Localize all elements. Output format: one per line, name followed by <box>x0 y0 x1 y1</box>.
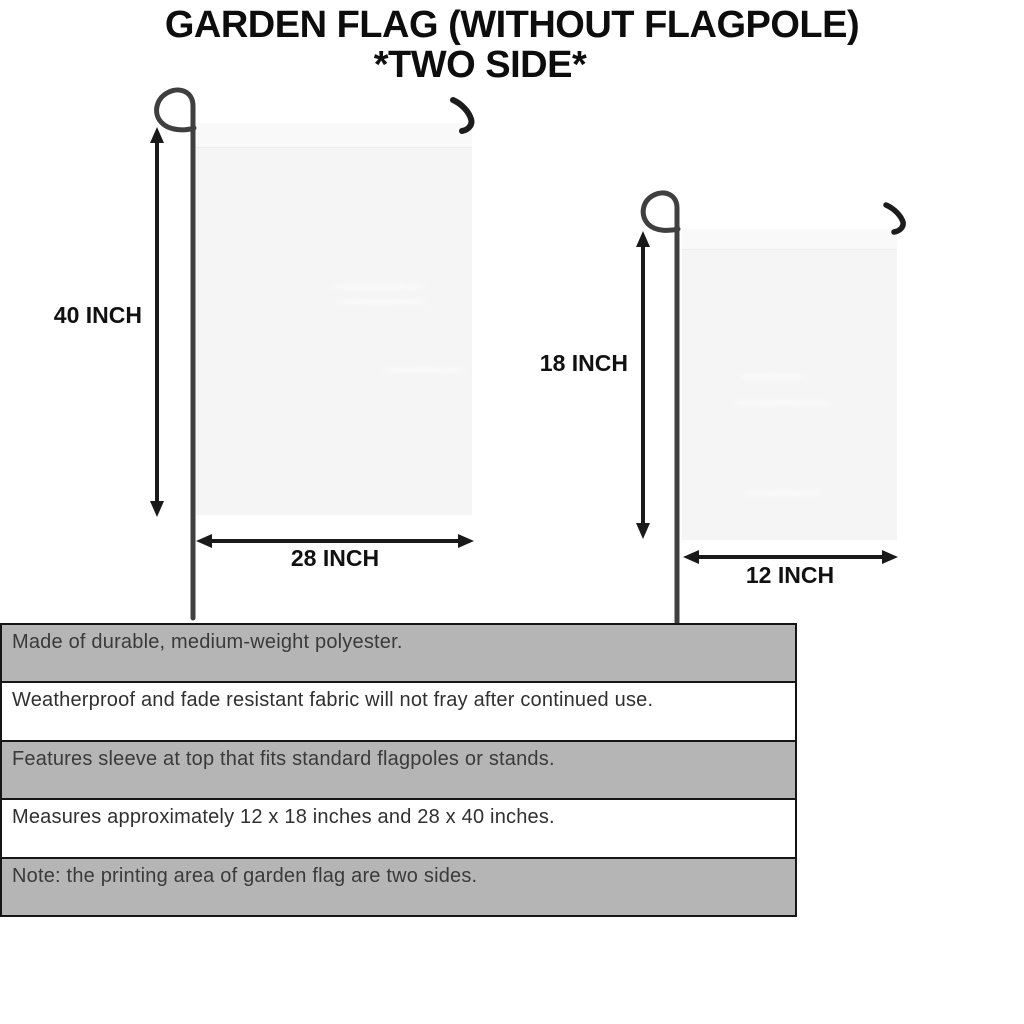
small-flag-width-label: 12 INCH <box>745 562 835 588</box>
feature-row: Weatherproof and fade resistant fabric will not fray after continued use. <box>2 681 795 739</box>
page-title: GARDEN FLAG (WITHOUT FLAGPOLE) <box>164 4 860 46</box>
large-flag-hook-icon <box>453 100 471 131</box>
feature-row: Measures approximately 12 x 18 inches and 28 x 40 inches. <box>2 798 795 856</box>
feature-row: Made of durable, medium-weight polyester. <box>2 625 795 681</box>
page-subtitle: *TWO SIDE* <box>373 44 587 86</box>
small-flag-hook-icon <box>886 205 903 232</box>
features-table <box>0 623 797 917</box>
feature-row: Note: the printing area of garden flag are two sides. <box>2 857 795 915</box>
feature-row: Features sleeve at top that fits standard flagpoles or stands. <box>2 740 795 798</box>
large-flag-width-label: 28 INCH <box>290 545 380 571</box>
large-height-arrow-icon <box>150 127 164 517</box>
large-flagpole <box>157 90 194 618</box>
small-flag-height-label: 18 INCH <box>539 350 628 376</box>
large-flag-height-label: 40 INCH <box>53 302 142 328</box>
small-height-arrow-icon <box>636 231 650 539</box>
small-flagpole <box>643 193 678 622</box>
